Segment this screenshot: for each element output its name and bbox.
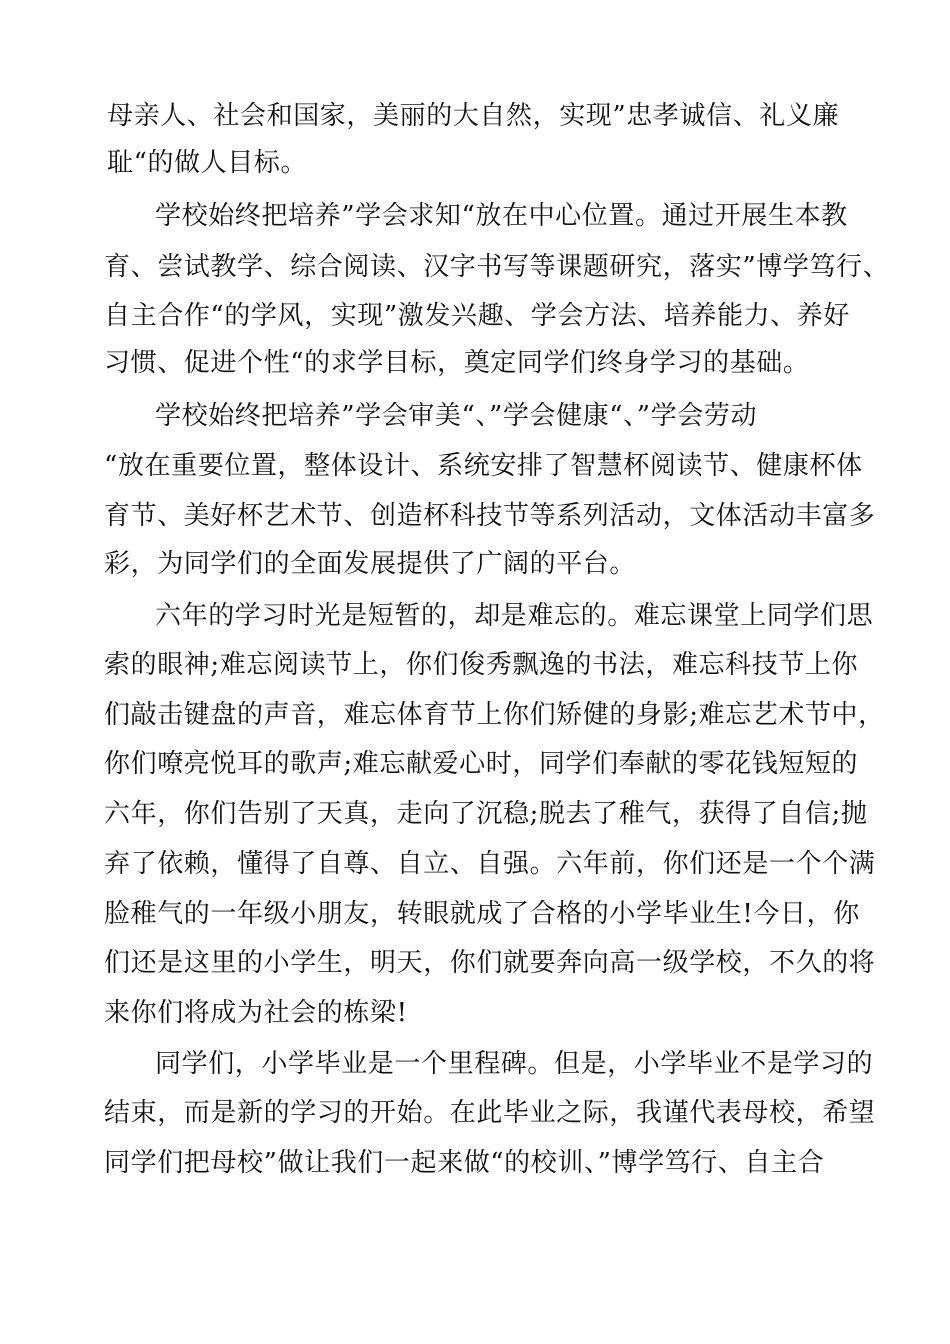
text-line: 你们嘹亮悦耳的歌声;难忘献爱心时，同学们奉献的零花钱短短的 bbox=[104, 749, 859, 779]
text-line: 耻“的做人目标。 bbox=[107, 148, 308, 178]
text-line: 六年的学习时光是短暂的，却是难忘的。难忘课堂上同学们思 bbox=[155, 601, 874, 631]
text-line: “放在重要位置，整体设计、系统安排了智慧杯阅读节、健康杯体 bbox=[104, 451, 863, 481]
text-line: 同学们把母校”做让我们一起来做“的校训、”博学笃行、自主合 bbox=[104, 1148, 825, 1178]
text-line: 们还是这里的小学生，明天，你们就要奔向高一级学校，不久的将 bbox=[104, 948, 876, 978]
text-line: 结束，而是新的学习的开始。在此毕业之际，我谨代表母校，希望 bbox=[104, 1098, 876, 1128]
text-line: 习惯、促进个性“的求学目标，奠定同学们终身学习的基础。 bbox=[104, 348, 810, 378]
text-line: 脸稚气的一年级小朋友，转眼就成了合格的小学毕业生!今日，你 bbox=[104, 899, 860, 929]
text-line: 来你们将成为社会的栋梁! bbox=[104, 998, 408, 1028]
text-line: 索的眼神;难忘阅读节上，你们俊秀飘逸的书法，难忘科技节上你 bbox=[104, 650, 859, 680]
text-line: 学校始终把培养”学会求知“放在中心位置。通过开展生本教 bbox=[155, 201, 848, 231]
text-line: 弃了依赖，懂得了自尊、自立、自强。六年前，你们还是一个个满 bbox=[104, 849, 876, 879]
text-line: 育节、美好杯艺术节、创造杯科技节等系列活动，文体活动丰富多 bbox=[104, 501, 876, 531]
text-line: 学校始终把培养”学会审美“、”学会健康“、”学会劳动 bbox=[155, 401, 758, 431]
text-line: 自主合作“的学风，实现”激发兴趣、学会方法、培养能力、养好 bbox=[104, 301, 850, 331]
text-line: 母亲人、社会和国家，美丽的大自然，实现”忠孝诚信、礼义廉 bbox=[107, 101, 840, 131]
text-line: 育、尝试教学、综合阅读、汉字书写等课题研究，落实”博学笃行、 bbox=[104, 252, 890, 282]
text-line: 们敲击键盘的声音，难忘体育节上你们矫健的身影;难忘艺术节中， bbox=[104, 700, 885, 730]
text-line: 六年，你们告别了天真，走向了沉稳;脱去了稚气，获得了自信;抛 bbox=[104, 799, 868, 829]
text-line: 彩，为同学们的全面发展提供了广阔的平台。 bbox=[104, 549, 637, 579]
text-line: 同学们，小学毕业是一个里程碑。但是，小学毕业不是学习的 bbox=[155, 1049, 874, 1079]
